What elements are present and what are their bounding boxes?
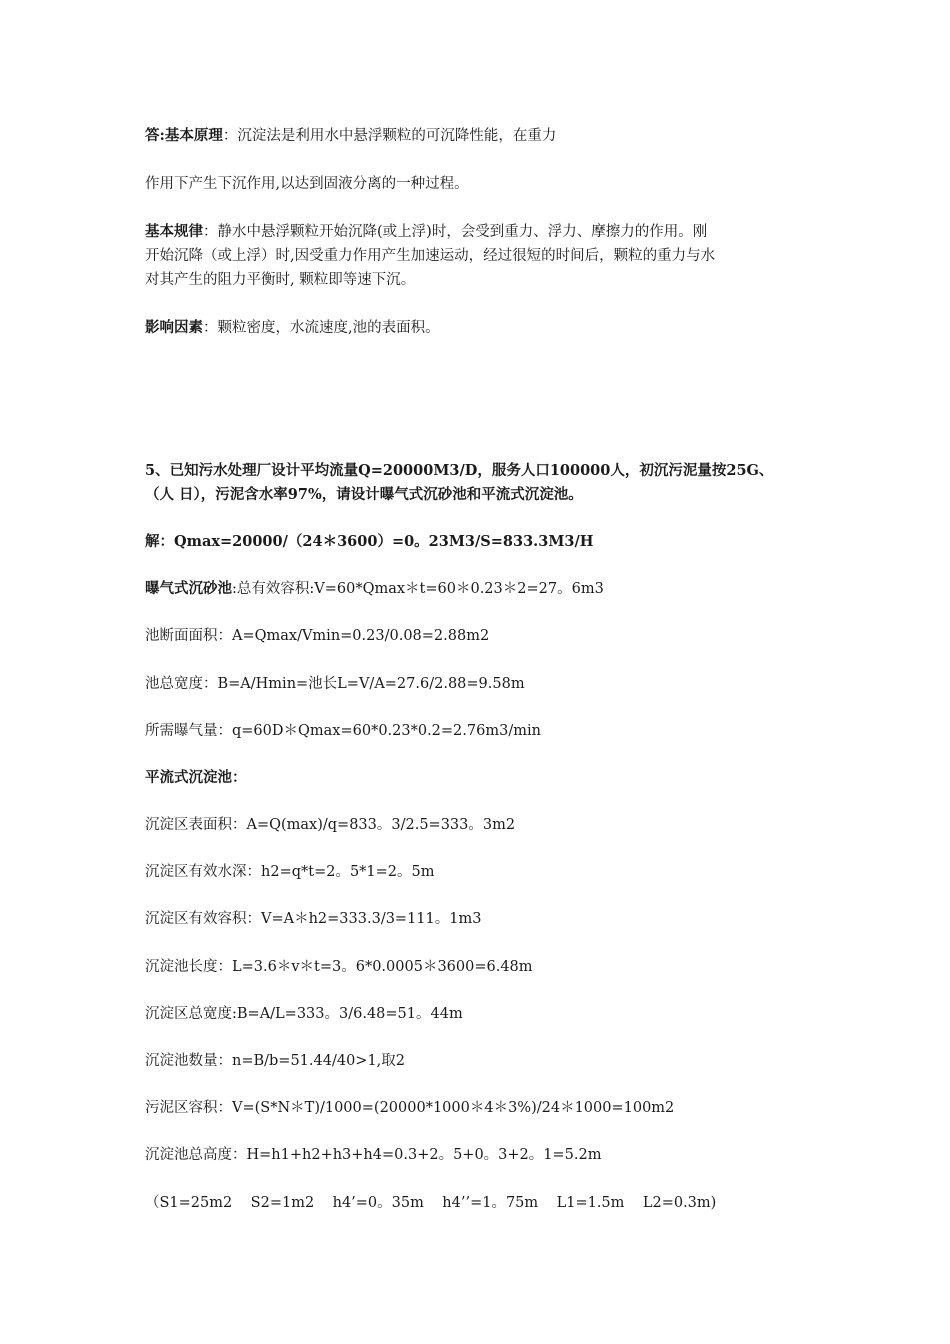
total-width: 池总宽度：B=A/Hmin=池长L=V/A=27.6/2.88=9.58m xyxy=(145,676,525,692)
answer-label: 答:基本原理 xyxy=(145,127,223,144)
solution-qmax: 解：Qmax=20000/（24＊3600）=0。23M3/S=833.3M3/H xyxy=(145,533,594,550)
tank-width: 沉淀区总宽度:B=A/L=333。3/6.48=51。44m xyxy=(145,1006,463,1022)
tank-count: 沉淀池数量：n=B/b=51.44/40>1,取2 xyxy=(145,1053,406,1069)
parameters: （S1=25m2 S2=1m2 h4’=0。35m h4’’=1。75m L1=1.5m L2=0.3m) xyxy=(145,1195,717,1211)
effective-depth: 沉淀区有效水深：h2=q*t=2。5*1=2。5m xyxy=(145,864,435,880)
answer-principle xyxy=(145,124,556,148)
question-line-1: 5、已知污水处理厂设计平均流量Q=20000M3/D，服务人口100000人，初沉污泥量按25G、 xyxy=(145,462,774,479)
sludge-volume: 污泥区容积：V=(S*N＊T)/1000=(20000*1000＊4＊3%)/24＊1000=100m2 xyxy=(145,1100,675,1116)
air-requirement: 所需曝气量：q=60D＊Qmax=60*0.23*0.2=2.76m3/min xyxy=(145,723,541,739)
factor-label: 影响因素 xyxy=(145,319,203,336)
aer-text: :总有效容积:V=60*Qmax＊t=60＊0.23＊2=27。6m3 xyxy=(232,581,604,597)
law-label: 基本规律 xyxy=(145,223,203,240)
factor-text: ：颗粒密度，水流速度,池的表面积。 xyxy=(203,320,440,336)
law-line-3: 对其产生的阻力平衡时, 颗粒即等速下沉。 xyxy=(145,272,416,288)
cross-section-area: 池断面面积：A=Qmax/Vmin=0.23/0.08=2.88m2 xyxy=(145,628,490,644)
law-text: ：静水中悬浮颗粒开始沉降(或上浮)时，会受到重力、浮力、摩擦力的作用。刚 xyxy=(203,224,708,240)
flat-tank-label: 平流式沉淀池： xyxy=(145,769,247,786)
total-height: 沉淀池总高度：H=h1+h2+h3+h4=0.3+2。5+0。3+2。1=5.2m xyxy=(145,1147,602,1163)
surface-area: 沉淀区表面积：A=Q(max)/q=833。3/2.5=333。3m2 xyxy=(145,817,516,833)
factors xyxy=(145,316,440,340)
tank-length: 沉淀池长度：L=3.6＊v＊t=3。6*0.0005＊3600=6.48m xyxy=(145,959,533,975)
effective-volume: 沉淀区有效容积：V=A＊h2=333.3/3=111。1m3 xyxy=(145,911,482,927)
aer-label: 曝气式沉砂池 xyxy=(145,580,232,597)
law-line-2: 开始沉降（或上浮）时,因受重力作用产生加速运动，经过很短的时间后，颗粒的重力与水 xyxy=(145,248,716,264)
answer-text: ：沉淀法是利用水中悬浮颗粒的可沉降性能，在重力 xyxy=(222,128,557,144)
law-line-1 xyxy=(145,220,707,244)
question-line-2: （人 日），污泥含水率97%，请设计曝气式沉砂池和平流式沉淀池。 xyxy=(145,486,583,503)
aerated-grit-chamber xyxy=(145,577,604,601)
answer-continuation: 作用下产生下沉作用,以达到固液分离的一种过程。 xyxy=(145,176,469,192)
